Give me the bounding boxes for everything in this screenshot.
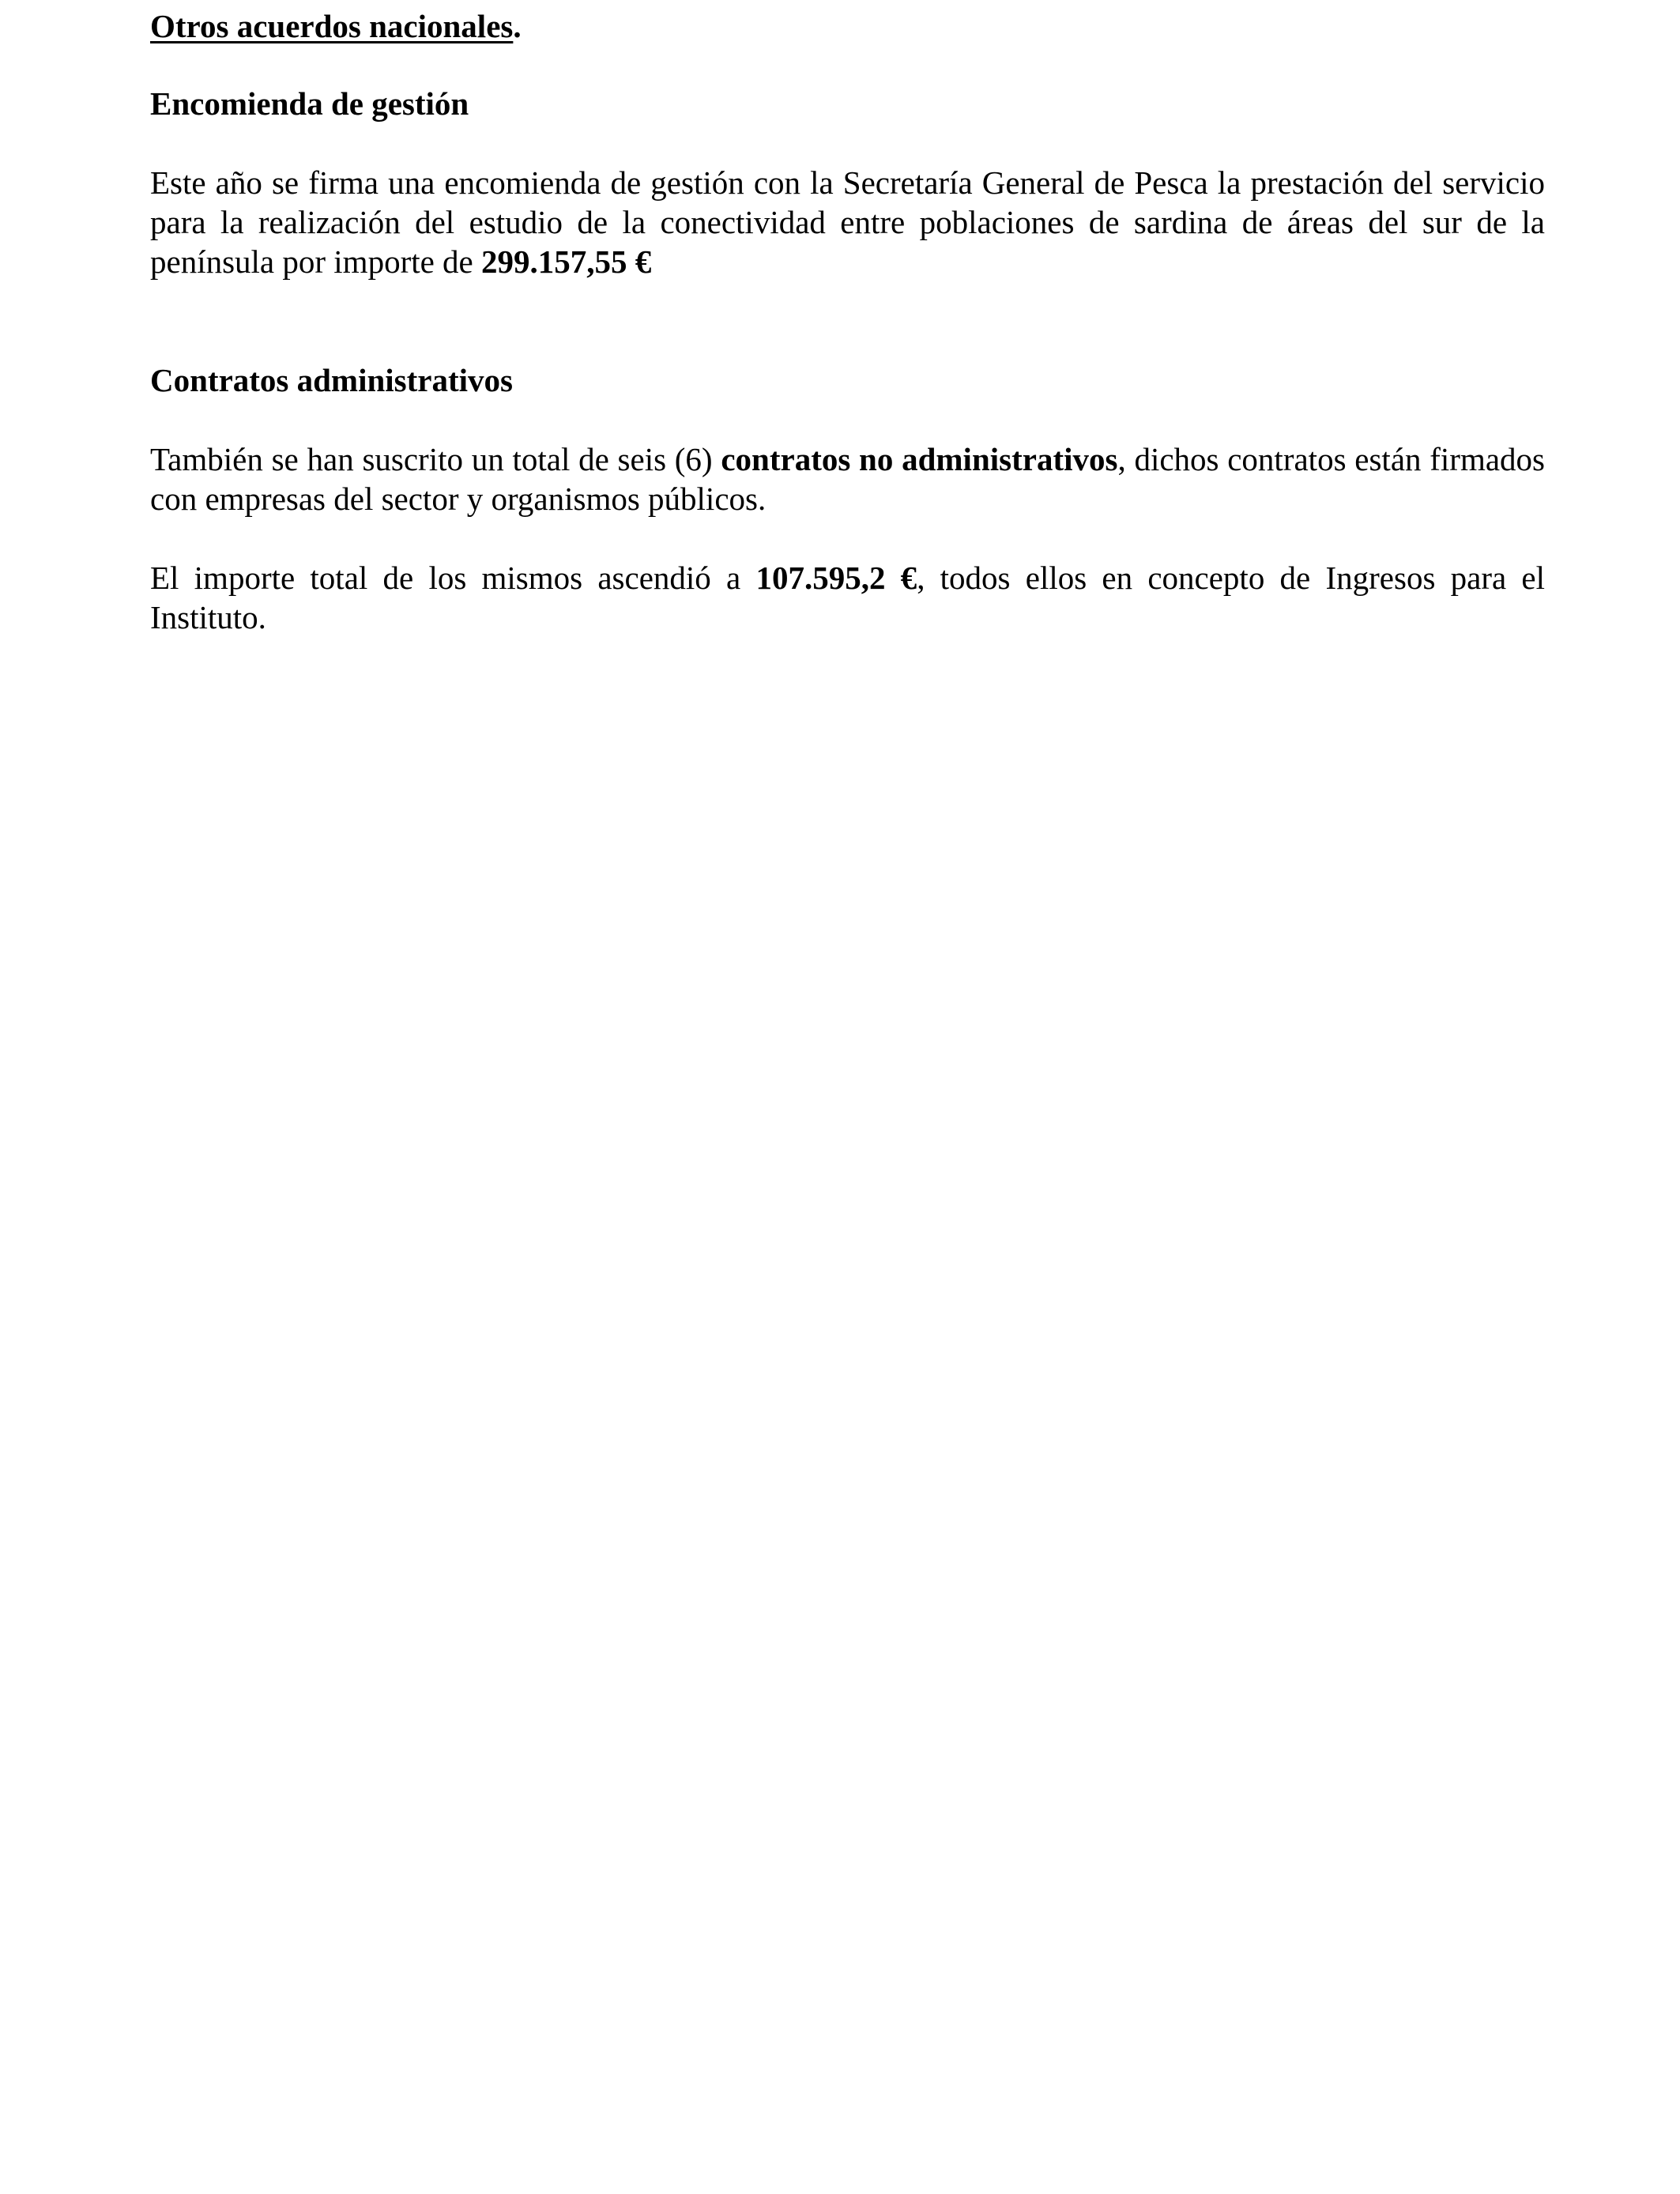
- section-title-text: Otros acuerdos nacionales: [150, 8, 514, 44]
- contratos-paragraph-1-before: También se han suscrito un total de seis (6): [150, 441, 721, 477]
- section-title-punct: .: [513, 8, 522, 44]
- contratos-paragraph-1-after: , dichos contratos están firmados con empresas del sector y organismos públicos.: [150, 441, 1545, 517]
- encomienda-heading: Encomienda de gestión: [150, 85, 469, 122]
- encomienda-paragraph-text: Este año se firma una encomienda de gestión con la Secretaría General de Pesca la prestación del servicio para la realización del estudio de la conectividad entre poblaciones de sardina de áreas del sur de la península por importe de: [150, 164, 1545, 280]
- contratos-paragraph-2-before: El importe total de los mismos ascendió a: [150, 560, 756, 596]
- contratos-paragraph-2: [150, 558, 1545, 637]
- contratos-paragraph-2-bold: 107.595,2 €: [755, 560, 917, 596]
- contratos-paragraph-2-after: , todos ellos en concepto de Ingresos para el Instituto.: [150, 560, 1545, 635]
- section-title: [150, 6, 1545, 46]
- contratos-paragraph-1-bold: contratos no administrativos: [721, 441, 1118, 477]
- contratos-heading: Contratos administrativos: [150, 362, 513, 398]
- encomienda-paragraph: [150, 163, 1545, 281]
- encomienda-amount: 299.157,55 €: [481, 243, 652, 280]
- contratos-paragraph-1: [150, 439, 1545, 518]
